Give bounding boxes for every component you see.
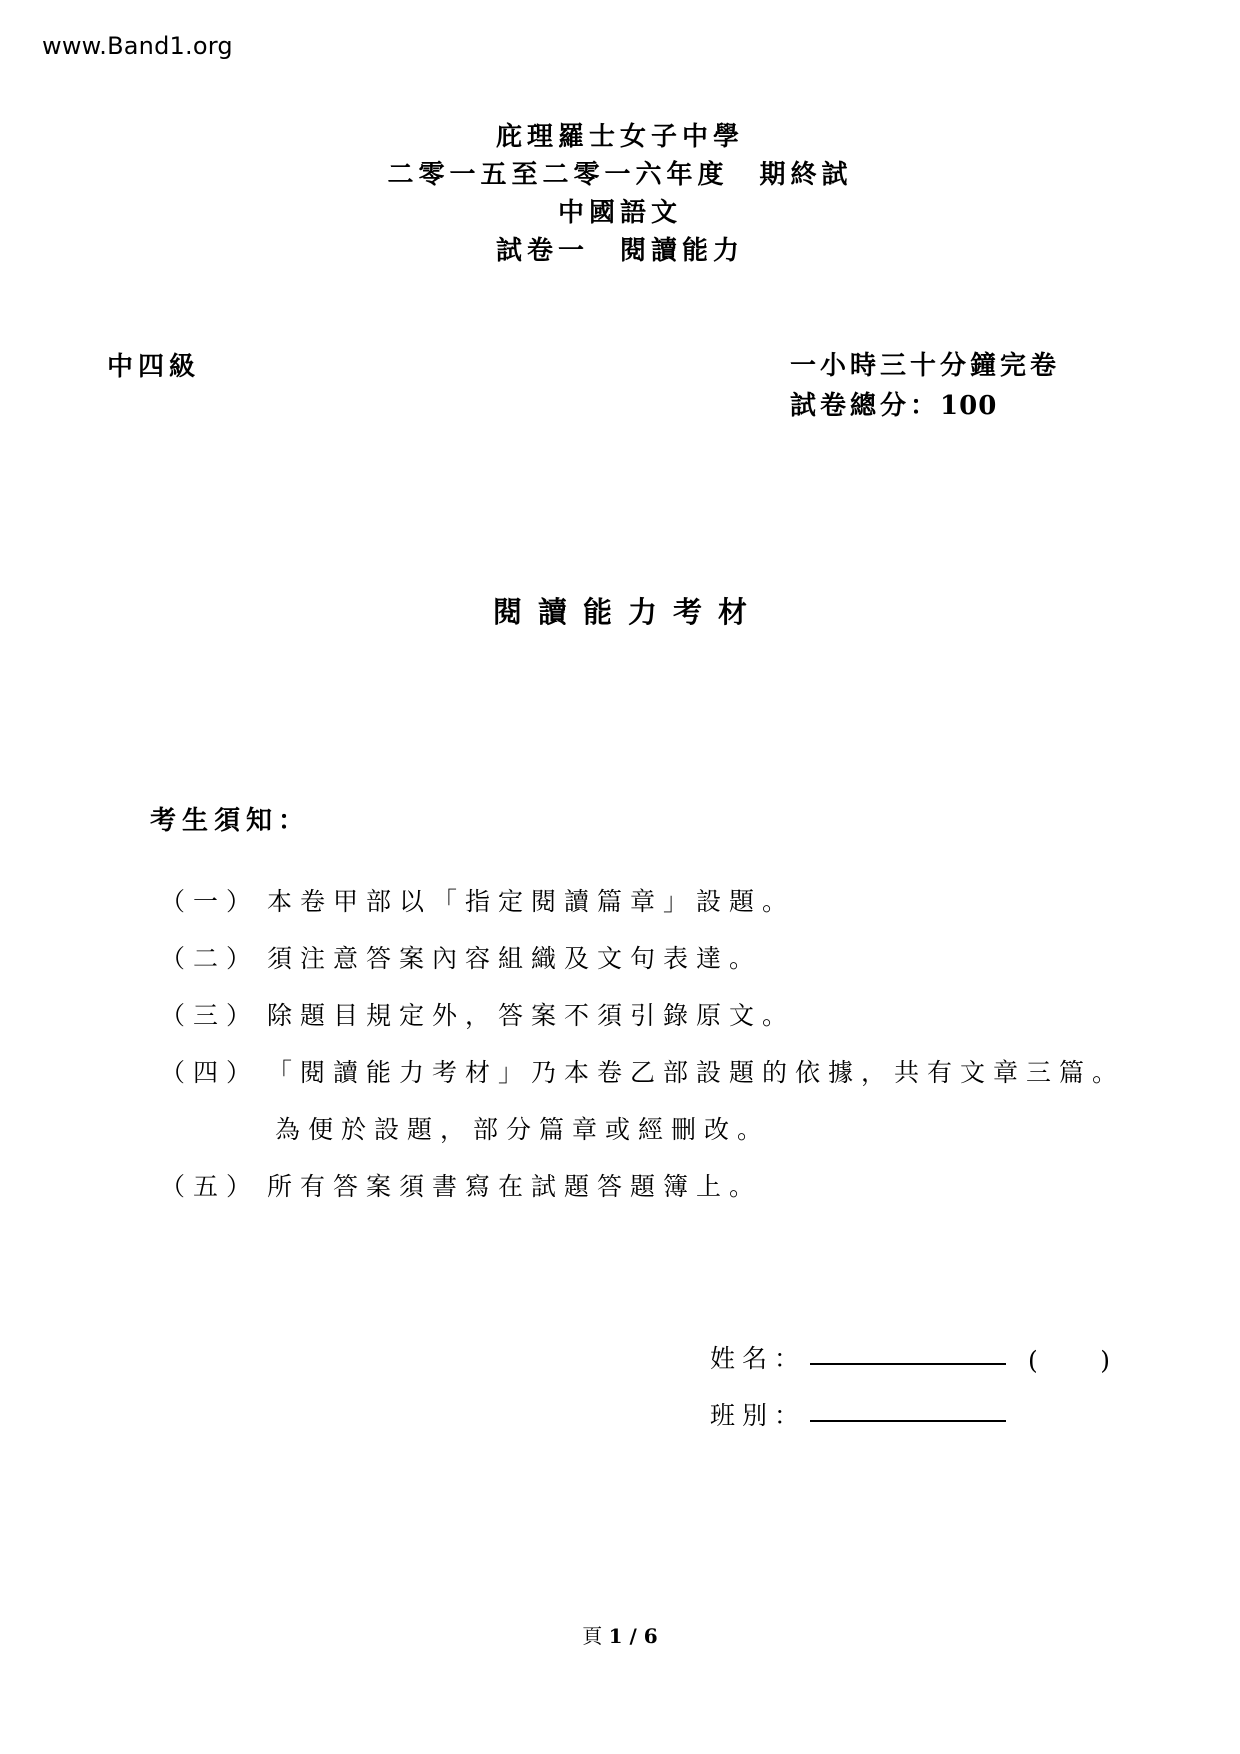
notice-heading: 考生須知： (150, 806, 311, 836)
class-label: 班別： (710, 1401, 807, 1430)
instruction-text: 除題目規定外，答案不須引錄原文。 (267, 1001, 796, 1030)
page-label: 頁 (582, 1624, 603, 1648)
instruction-item (160, 873, 1160, 930)
total-score-label: 試卷總分： (790, 391, 941, 421)
total-score (790, 386, 1060, 426)
instruction-item (160, 1044, 1160, 1158)
student-fields (710, 1318, 1130, 1432)
page-number: 1 / 6 (608, 1624, 658, 1648)
instruction-number: （三） (160, 1001, 260, 1030)
instruction-item (160, 930, 1160, 987)
total-score-value: 100 (940, 391, 998, 421)
instruction-number: （五） (160, 1172, 260, 1201)
page-footer (0, 1620, 1240, 1649)
instruction-item (160, 987, 1160, 1044)
instruction-number: （二） (160, 944, 260, 973)
exam-year: 二零一五至二零一六年度 期終試 (387, 160, 853, 190)
instruction-text: 「閱讀能力考材」乃本卷乙部設題的依據，共有文章三篇。 (267, 1058, 1126, 1087)
grade-level: 中四級 (107, 352, 201, 382)
instruction-text: 須注意答案內容組織及文句表達。 (267, 944, 763, 973)
name-field-row (710, 1318, 1130, 1375)
instruction-number: （四） (160, 1058, 260, 1087)
watermark-url: www.Band1.org (42, 32, 233, 60)
exam-meta (790, 346, 1060, 426)
name-label: 姓名： (710, 1344, 807, 1373)
instruction-text-block (267, 1044, 1160, 1158)
bracket-close: ) (1100, 1346, 1110, 1375)
class-field-row (710, 1375, 1130, 1432)
exam-duration: 一小時三十分鐘完卷 (790, 351, 1061, 381)
bracket-open: ( (1028, 1346, 1038, 1375)
instruction-text: 本卷甲部以「指定閱讀篇章」設題。 (267, 887, 796, 916)
school-name: 庇理羅士女子中學 (495, 122, 744, 152)
class-blank[interactable] (810, 1384, 1006, 1422)
subject-name: 中國語文 (557, 198, 682, 228)
instruction-continuation: 為便於設題，部分篇章或經刪改。 (275, 1115, 771, 1144)
instructions-list (160, 873, 1160, 1215)
class-number-bracket[interactable] (1028, 1346, 1110, 1375)
instruction-number: （一） (160, 887, 260, 916)
instruction-item (160, 1158, 1160, 1215)
instruction-text: 所有答案須書寫在試題答題簿上。 (267, 1172, 763, 1201)
paper-name: 試卷一 閱讀能力 (495, 236, 744, 266)
name-blank[interactable] (810, 1327, 1006, 1365)
exam-header (0, 118, 1240, 270)
booklet-title: 閱讀能力考材 (492, 595, 763, 629)
